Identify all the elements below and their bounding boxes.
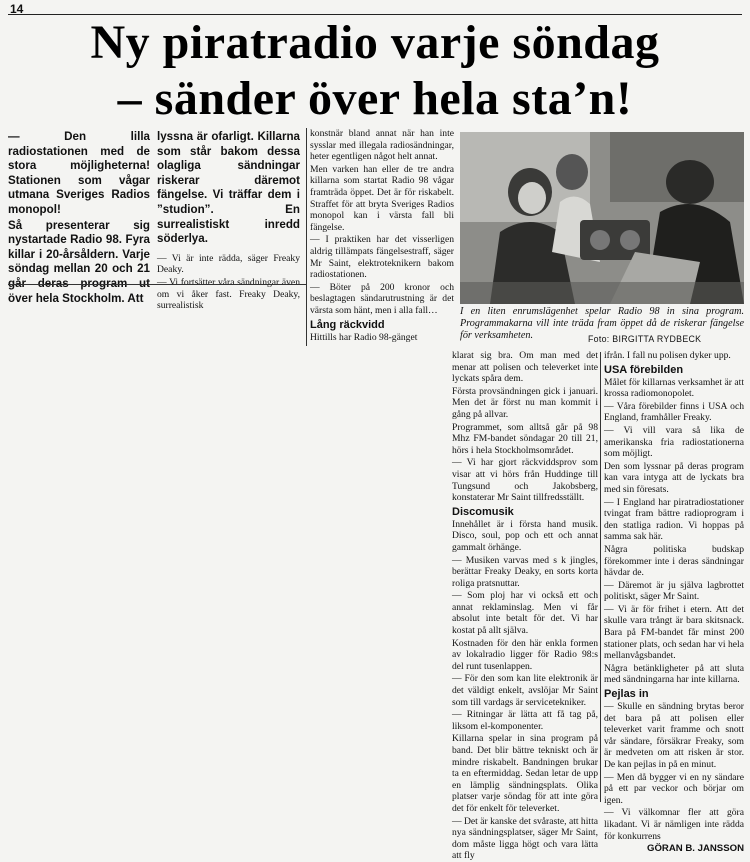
paragraph: Men varken han eller de tre andra killarna som startat Radio 98 vågar framträda öppet. Det är för riskabelt. Straffet för att bryta Sveriges Radios monopol kan i värsta fall bli fängelse. <box>310 163 454 233</box>
paragraph: Kostnaden för den här enkla formen av lokalradio ligger för Radio 98:s del runt tusenlappen. <box>452 637 598 672</box>
paragraph: — Vi är för frihet i etern. Att det skulle vara trångt är bara skitsnack. Bara på FM-bandet får minst 200 stationer plats, och sedan har vi hela mellanvågsbandet. <box>604 603 744 662</box>
paragraph: — Vi är inte rädda, säger Freaky Deaky. <box>157 252 300 276</box>
headline-line-1: Ny piratradio varje söndag <box>90 16 660 69</box>
paragraph: Några politiska budskap förekommer inte i deras sändningar hävdar de. <box>604 543 744 579</box>
paragraph: — Som ploj har vi också ett och annat reklaminslag. Men vi får absolut inte betalt för det. Vi har kostat på allt själva. <box>452 590 598 637</box>
header-rule <box>8 14 742 15</box>
paragraph: Hittills har Radio 98-gänget <box>310 331 418 343</box>
paragraph: — Vi välkomnar fler att göra likadant. Vi är nämligen inte rädda för konkurrens <box>604 807 744 842</box>
paragraph: — Vi fortsätter våra sändningar även om vi åker fast. Freaky Deaky, surrealistisk <box>157 276 300 312</box>
paragraph: — Vi vill vara så lika de amerikanska fria radiostationerna som möjligt. <box>604 424 744 460</box>
paragraph: Programmet, som alltså går på 98 Mhz FM-bandet söndagar 20 till 21, hörs i hela Stockholmsområdet. <box>452 421 598 456</box>
paragraph: Innehållet är i första hand musik. Disco, soul, pop och ett och annat gammalt örhänge. <box>452 518 598 553</box>
subhead: Pejlas in <box>604 688 649 701</box>
paragraph: Killarna spelar in sina program på band. Det blir bättre tekniskt och är mindre riskabelt. Bandningen brukar ta en eftermiddag. Sedan letar de upp en lämplig sändningsplats. Olika platser varje söndag för att inte göra det för enkelt för televerket. <box>452 733 598 814</box>
paragraph: — I praktiken har det visserligen aldrig tillämpats fängelsestraff, säger Mr Saint, elektroteknikern bakom radiostationen. <box>310 234 454 281</box>
subhead: Discomusik <box>452 505 514 518</box>
photo-image <box>460 132 744 304</box>
paragraph: Första provsändningen gick i januari. Men det är först nu man kommit i gång på allvar. <box>452 385 598 420</box>
paragraph: — Däremot är ju själva lagbrottet politiskt, säger Mr Saint. <box>604 579 744 603</box>
paragraph: klarat sig bra. Om man med det menar att polisen och televerket inte lyckats spåra dem. <box>452 350 598 385</box>
paragraph: — Ritningar är lätta att få tag på, liksom el-komponenter. <box>452 709 598 732</box>
paragraph: Så presenterar sig nystartade Radio 98. Fyra killar i 20-årsåldern. Varje söndag mellan 20 och 21 går deras program ut över hela Stockholm. Att <box>8 218 150 305</box>
column-4 <box>452 350 598 862</box>
photo-caption: I en liten enrumslägenhet spelar Radio 98 in sina program. Programmakarna vill inte träda fram öppet då de riskerar fängelse för verksamheten. <box>460 306 744 341</box>
paragraph: Målet för killarnas verksamhet är att krossa radiomonopolet. <box>604 376 744 400</box>
paragraph: konstnär bland annat när han inte sysslar med illegala radiosändningar, heter egentligen något helt annat. <box>310 128 454 163</box>
headline-line-2: – sänder över hela sta’n! <box>117 72 633 125</box>
paragraph: — Men då bygger vi en ny sändare på ett par veckor och börjar om igen. <box>604 771 744 806</box>
paragraph: Den som lyssnar på deras program kan vara intyga att de lyckats bra med sin föresats. <box>604 460 744 495</box>
paragraph: — För den som kan lite elektronik är det väldigt enkelt, avslöjar Mr Saint som till vardags är servicetekniker. <box>452 673 598 708</box>
subhead: USA förebilden <box>604 363 684 376</box>
paragraph: ifrån. I fall nu polisen dyker upp. <box>604 350 731 361</box>
paragraph: Några betänkligheter på att sluta med sändningarna har inte killarna. <box>604 662 744 686</box>
column-2 <box>157 130 300 312</box>
subhead: Lång räckvidd <box>310 318 385 331</box>
ingress-paragraph: lyssna är ofarligt. Killarna som står bakom dessa olagliga sändningar riskerar däremot fängelse. Vi träffar dem i ”studion”. En surrealistiskt inredd söderlya. <box>157 130 300 246</box>
column-3 <box>310 128 454 344</box>
paragraph: — Det är kanske det svåraste, att hitta nya sändningsplatser, säger Mr Saint, dom måste ligga högt och vara lätta att fly <box>452 815 598 862</box>
news-photo <box>460 132 744 304</box>
column-1 <box>8 130 150 305</box>
paragraph: — Böter på 200 kronor och beslagtagen sändarutrustning är det värsta som hänt, men i alla fall… <box>310 281 454 316</box>
paragraph: — Skulle en sändning brytas beror det bara på att polisen eller televerket varit framme och snott vår sändare, försäkrar Freaky, som är medveten om att risken är stor. De kan pejlas in på en minut. <box>604 701 744 770</box>
column-rule <box>600 352 601 802</box>
paragraph: — Musiken varvas med s k jingles, berättar Freaky Deaky, en sorts korta roliga pratsnuttar. <box>452 554 598 589</box>
paragraph: — Våra förebilder finns i USA och England, framhåller Freaky. <box>604 400 744 424</box>
column-rule <box>306 128 307 346</box>
photo-credit: Foto: BIRGITTA RYDBECK <box>588 334 702 344</box>
column-5 <box>604 350 744 855</box>
ingress-box-rule <box>8 284 306 285</box>
page-number: 14 <box>10 2 24 16</box>
paragraph: — I England har piratradiostationer tvingat fram bättre radioprogram i den statliga radion. Vi hoppas på samma sak här. <box>604 496 744 543</box>
byline: GÖRAN B. JANSSON <box>646 843 744 855</box>
paragraph: — Den lilla radiostationen med de stora möjligheterna! Stationen som vågar utmana Sveriges Radios monopol! <box>8 130 150 216</box>
paragraph: — Vi har gjort räckviddsprov som visar att vi hörs från Huddinge till Tungsund och Jakobsberg, konstaterar Mr Saint tillfredsställt. <box>452 457 598 504</box>
